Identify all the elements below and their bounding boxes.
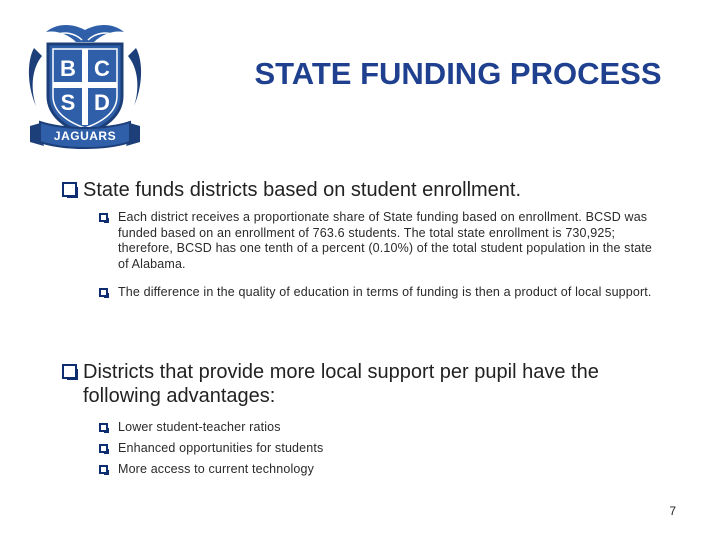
square-bullet-icon — [62, 182, 77, 197]
page-number: 7 — [669, 504, 676, 518]
square-bullet-icon — [99, 288, 108, 297]
list-item — [99, 210, 659, 272]
logo-letter-c: C — [94, 56, 110, 81]
square-bullet-icon — [99, 423, 108, 432]
list-item-text: Lower student-teacher ratios — [118, 420, 281, 434]
logo-banner-text: JAGUARS — [53, 129, 117, 143]
list-item-text: More access to current technology — [118, 462, 315, 476]
bcsd-jaguars-logo — [24, 18, 146, 154]
list-item-text: The difference in the quality of education in terms of funding is then a product of local support. — [118, 285, 652, 299]
section-1-heading: State funds districts based on student enrollment. — [83, 179, 522, 201]
square-bullet-icon — [99, 444, 108, 453]
list-item — [99, 462, 659, 478]
list-item-text: Each district receives a proportionate share of State funding based on enrollment. BCSD was funded based on an enrollment of 763.6 students. The total state enrollment is 730,925; therefore, BCSD has one tenth of a percent (0.10%) of the total student population in the state of Alabama. — [118, 210, 653, 271]
square-bullet-icon — [99, 213, 108, 222]
list-item — [99, 420, 659, 436]
section-2-heading: Districts that provide more local support per pupil have the following advantages: — [83, 361, 599, 407]
slide-title: STATE FUNDING PROCESS — [254, 56, 662, 91]
list-item — [99, 441, 659, 457]
logo-letter-s: S — [60, 90, 76, 115]
square-bullet-icon — [99, 465, 108, 474]
list-item-text: Enhanced opportunities for students — [118, 441, 324, 455]
logo-letter-d: D — [94, 90, 110, 115]
square-bullet-icon — [62, 364, 77, 379]
logo-letter-b: B — [60, 56, 76, 81]
section-2 — [62, 360, 662, 408]
list-item — [99, 285, 659, 301]
section-1 — [62, 178, 702, 202]
